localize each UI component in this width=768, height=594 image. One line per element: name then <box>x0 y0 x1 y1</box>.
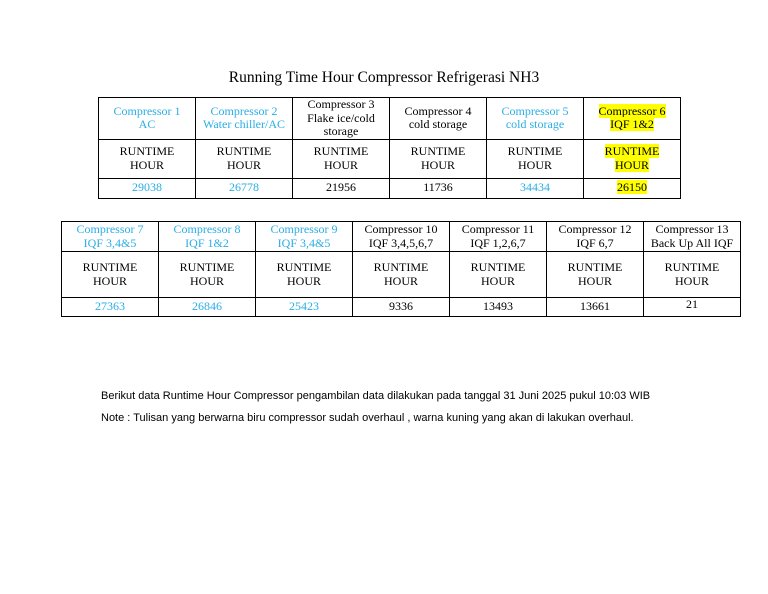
value-compressor-1: 29038 <box>99 178 196 198</box>
table-row-values <box>99 178 681 198</box>
value-compressor-13: 21 <box>644 298 741 317</box>
note-data-description: Berikut data Runtime Hour Compressor pengambilan data dilakukan pada tanggal 31 Juni 2025 pukul 10:03 WIB <box>101 390 651 402</box>
header-compressor-7: Compressor 7 IQF 3,4&5 <box>62 222 159 252</box>
value-compressor-4: 11736 <box>390 178 487 198</box>
runtime-label: RUNTIME HOUR <box>99 139 196 178</box>
compressor-table-2 <box>61 221 741 317</box>
header-compressor-8: Compressor 8 IQF 1&2 <box>159 222 256 252</box>
header-compressor-3: Compressor 3 Flake ice/cold storage <box>293 98 390 140</box>
table-row-runtime-label <box>99 139 681 178</box>
value-compressor-10: 9336 <box>353 298 450 317</box>
runtime-label: RUNTIME HOUR <box>196 139 293 178</box>
value-compressor-3: 21956 <box>293 178 390 198</box>
header-compressor-13: Compressor 13 Back Up All IQF <box>644 222 741 252</box>
runtime-label: RUNTIME HOUR <box>293 139 390 178</box>
value-compressor-9: 25423 <box>256 298 353 317</box>
value-compressor-7: 27363 <box>62 298 159 317</box>
runtime-label: RUNTIME HOUR <box>450 252 547 298</box>
table-row-headers <box>99 98 681 140</box>
table-row-headers <box>62 222 741 252</box>
runtime-label: RUNTIME HOUR <box>353 252 450 298</box>
runtime-label: RUNTIME HOUR <box>547 252 644 298</box>
table-row-values <box>62 298 741 317</box>
runtime-label: RUNTIME HOUR <box>487 139 584 178</box>
runtime-label: RUNTIME HOUR <box>62 252 159 298</box>
runtime-label: RUNTIME HOUR <box>390 139 487 178</box>
runtime-label-highlighted: RUNTIME HOUR <box>584 139 681 178</box>
header-compressor-10: Compressor 10 IQF 3,4,5,6,7 <box>353 222 450 252</box>
compressor-table-1 <box>98 97 681 199</box>
runtime-label: RUNTIME HOUR <box>159 252 256 298</box>
header-compressor-6: Compressor 6 IQF 1&2 <box>584 98 681 140</box>
header-compressor-5: Compressor 5 cold storage <box>487 98 584 140</box>
header-compressor-4: Compressor 4 cold storage <box>390 98 487 140</box>
value-compressor-12: 13661 <box>547 298 644 317</box>
header-compressor-11: Compressor 11 IQF 1,2,6,7 <box>450 222 547 252</box>
note-color-legend: Note : Tulisan yang berwarna biru compressor sudah overhaul , warna kuning yang akan di lakukan overhaul. <box>101 412 634 424</box>
runtime-label: RUNTIME HOUR <box>644 252 741 298</box>
value-compressor-11: 13493 <box>450 298 547 317</box>
header-compressor-2: Compressor 2 Water chiller/AC <box>196 98 293 140</box>
value-compressor-8: 26846 <box>159 298 256 317</box>
runtime-label: RUNTIME HOUR <box>256 252 353 298</box>
header-compressor-1: Compressor 1 AC <box>99 98 196 140</box>
document-title: Running Time Hour Compressor Refrigerasi NH3 <box>228 69 540 86</box>
value-compressor-2: 26778 <box>196 178 293 198</box>
header-compressor-9: Compressor 9 IQF 3,4&5 <box>256 222 353 252</box>
header-compressor-12: Compressor 12 IQF 6,7 <box>547 222 644 252</box>
value-compressor-6: 26150 <box>584 178 681 198</box>
value-compressor-5: 34434 <box>487 178 584 198</box>
table-row-runtime-label <box>62 252 741 298</box>
